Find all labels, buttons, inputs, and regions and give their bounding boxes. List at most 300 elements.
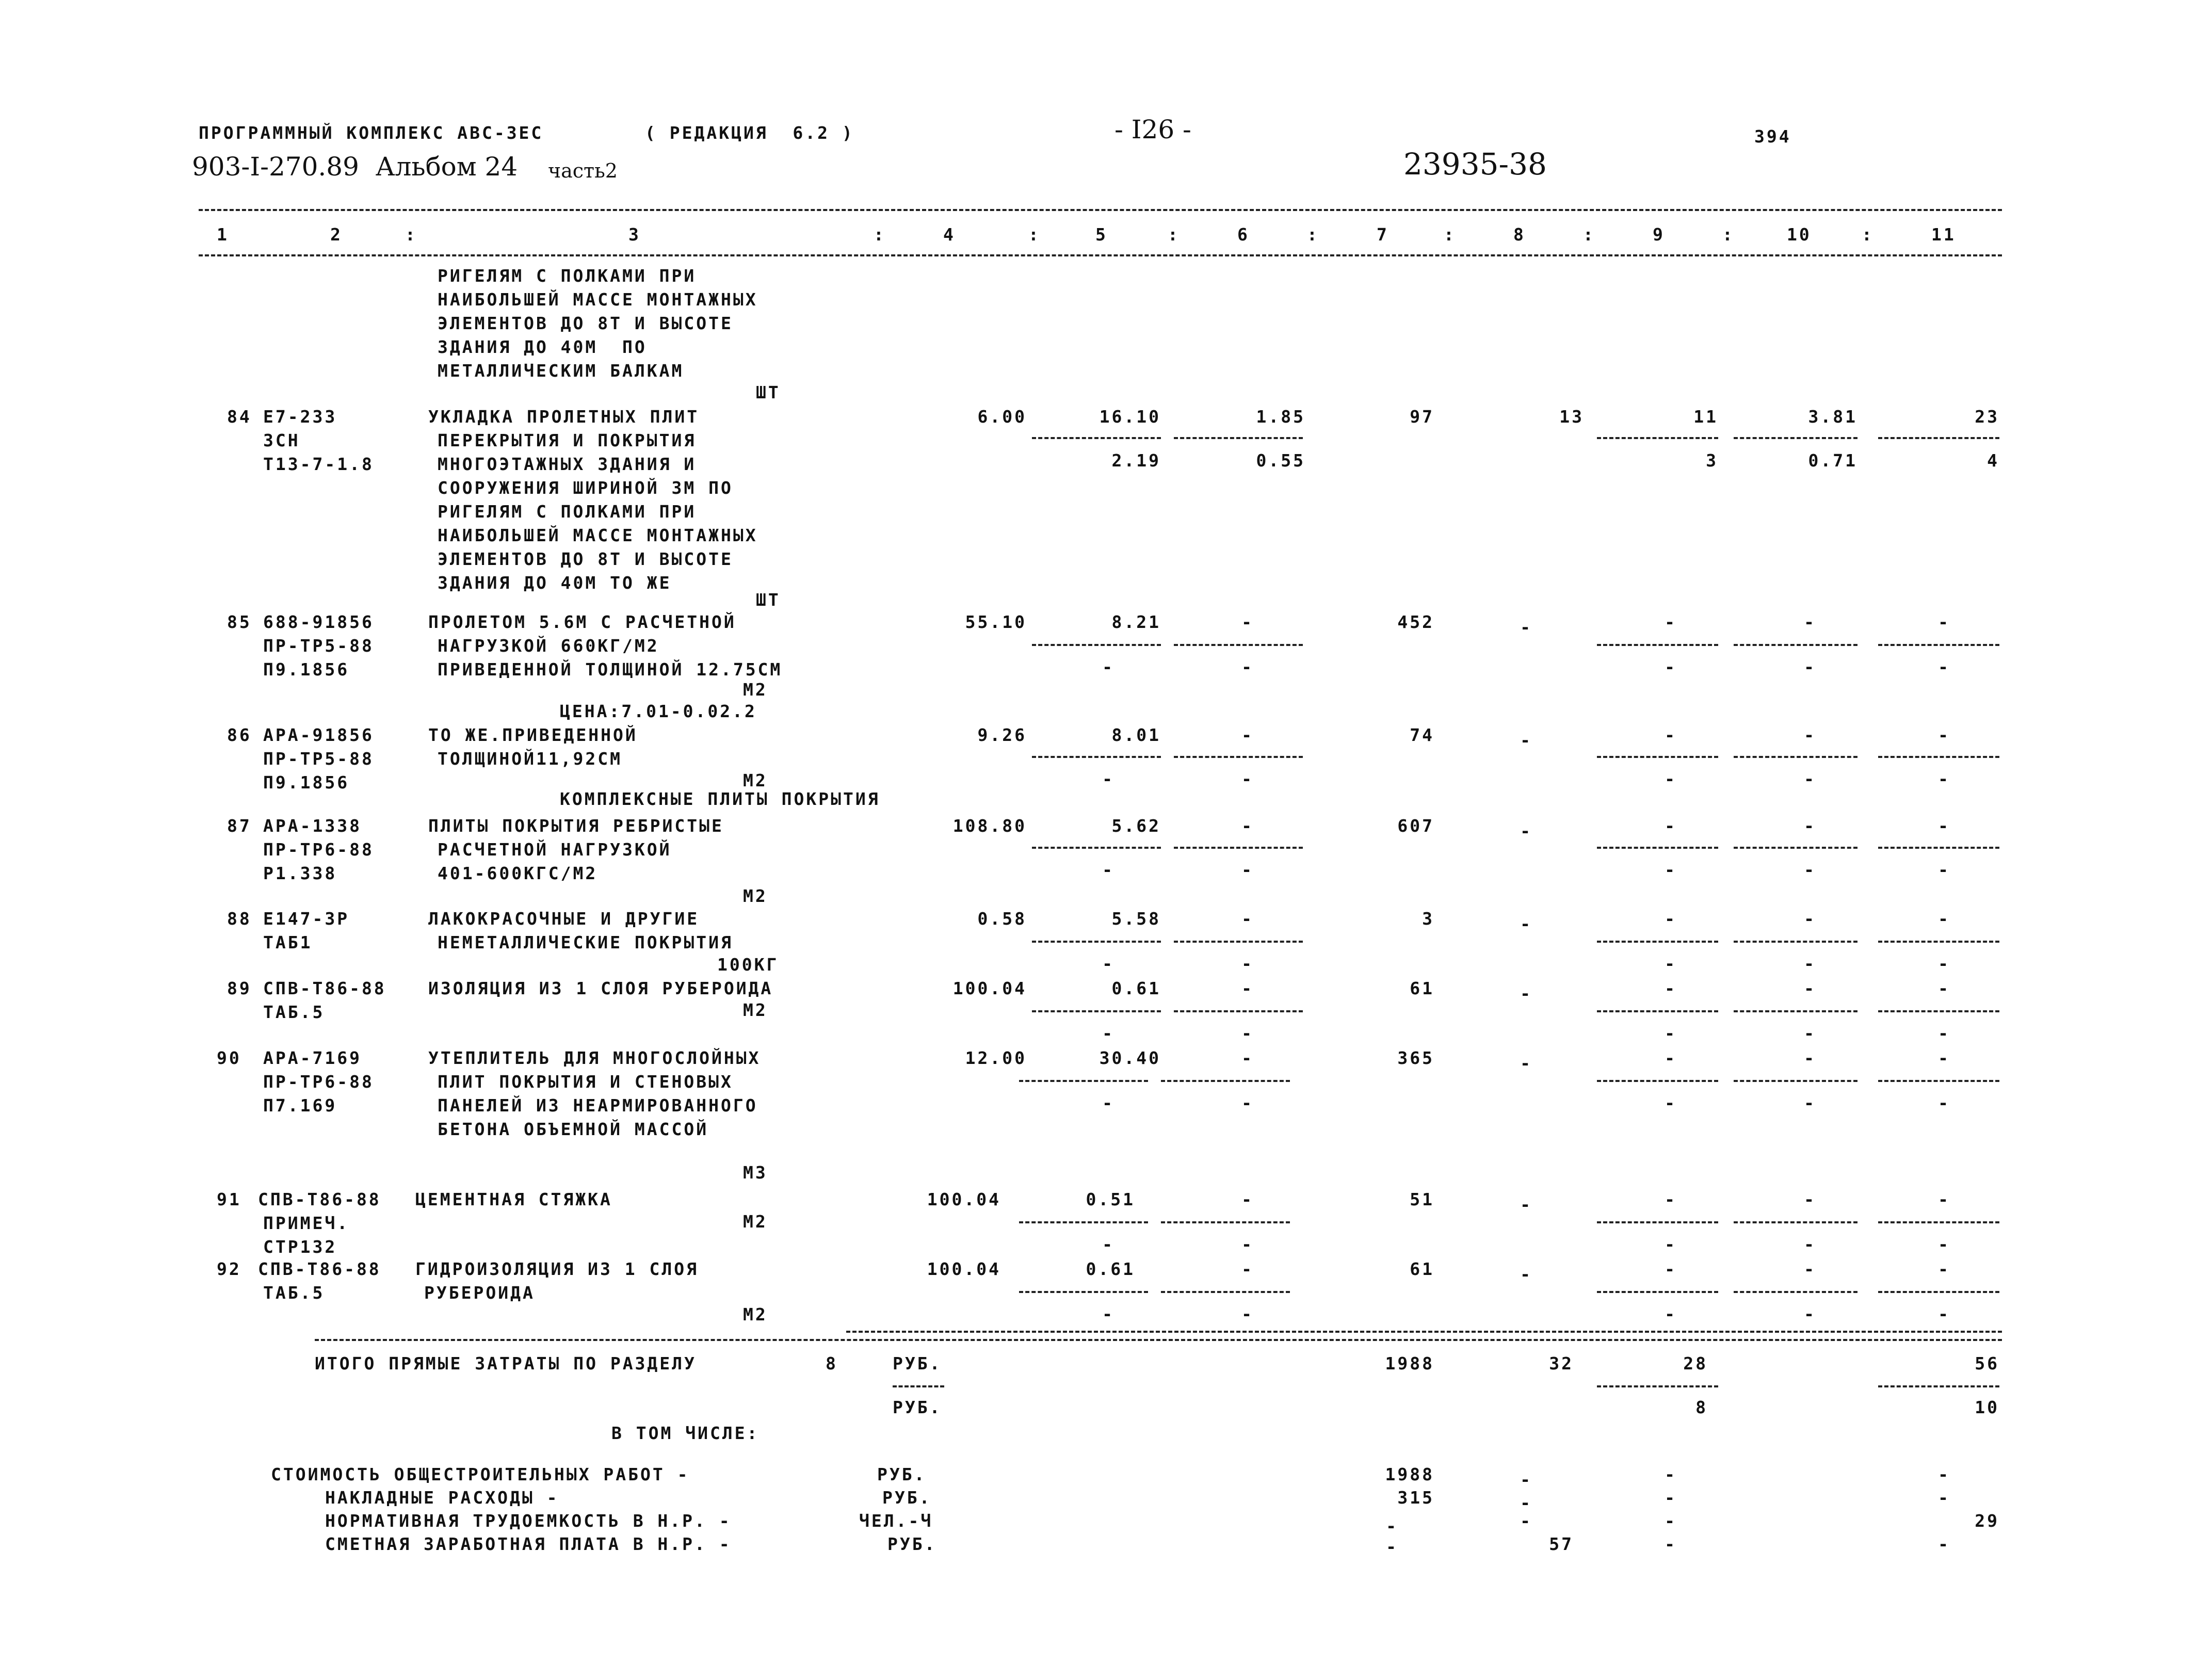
col-3: 3 [628,224,641,245]
unit-cost: 0.51 [1086,1189,1135,1209]
totals-rule [315,1339,2002,1341]
totals-line-unit: РУБ. [877,1464,927,1484]
totals-line-machine: - [1665,1511,1677,1531]
description: НАГРУЗКОЙ 660КГ/М2 [438,636,659,656]
total-cost: 51 [1410,1189,1434,1209]
cell-rule [893,1385,944,1387]
cell-rule [1019,1080,1148,1082]
description: ПЛИТЫ ПОКРЫТИЯ РЕБРИСТЫЕ [428,816,724,836]
totals-line-unit: ЧЕЛ.-Ч [859,1511,933,1531]
resource-code: ПР-ТР6-88 [263,839,374,860]
cell-rule [1597,1080,1718,1082]
col-2: 2 [330,224,343,245]
unit: ШТ [756,590,781,610]
page-number: - I26 - [1114,115,1191,144]
total-wage: - [1520,617,1532,637]
totals-line-labor: - [1938,1488,1950,1508]
machine-hours: - [1804,954,1816,974]
machine-cost: - [1665,725,1677,745]
labor-total: - [1938,909,1950,929]
description: ПАНЕЛЕЙ ИЗ НЕАРМИРОВАННОГО [438,1095,758,1116]
totals-line-unit: РУБ. [887,1534,937,1554]
row-number: 90 [217,1048,241,1068]
unit-cost-machine: - [1102,657,1114,677]
totals-line-unit: РУБ. [882,1488,932,1508]
labor-total: - [1938,725,1950,745]
description: ЭЛЕМЕНТОВ ДО 8Т И ВЫСОТЕ [438,549,733,569]
machine-hours: - [1804,657,1816,677]
wage-cost-machine: - [1241,860,1254,880]
resource-code: СПВ-Т86-88 [263,978,386,998]
machine-wage: 3 [1706,450,1718,471]
quantity: 108.80 [952,816,1027,836]
description: СООРУЖЕНИЯ ШИРИНОЙ 3М ПО [438,478,733,498]
resource-code: ТАБ.5 [263,1002,325,1022]
wage-cost-machine: - [1241,1093,1254,1113]
description: 401-600КГС/М2 [438,863,598,883]
labor-total: 23 [1975,407,1999,427]
cell-rule [1597,847,1718,849]
cell-rule [1032,756,1161,758]
unit: ШТ [756,382,781,402]
machine-wage: - [1665,1304,1677,1324]
col-sep: : [1168,224,1180,245]
unit: М2 [743,1000,768,1020]
col-1: 1 [217,224,229,245]
labor-hours: - [1804,978,1816,998]
totals-line-cost: - [1386,1537,1398,1557]
resource-code: АРА-1338 [263,816,362,836]
unit-cost: 5.62 [1111,816,1161,836]
description: РИГЕЛЯМ С ПОЛКАМИ ПРИ [438,502,697,522]
description: ТО ЖЕ.ПРИВЕДЕННОЙ [428,725,638,745]
unit-cost-machine: - [1102,1023,1114,1043]
row-number: 91 [217,1189,241,1209]
wage-cost-machine: - [1241,954,1254,974]
cell-rule [1032,437,1161,439]
row-number: 86 [227,725,252,745]
description: УКЛАДКА ПРОЛЕТНЫХ ПЛИТ [428,407,700,427]
machine-wage: - [1665,657,1677,677]
machine-hours: - [1804,769,1816,789]
machine-cost: - [1665,1048,1677,1068]
col-sep: : [1307,224,1319,245]
wage-cost: - [1241,612,1254,632]
cell-rule [1734,1221,1857,1223]
unit: М3 [743,1162,768,1183]
description: РАСЧЕТНОЙ НАГРУЗКОЙ [438,839,672,860]
cell-rule [1032,941,1161,943]
totals-unit: РУБ. [893,1353,942,1374]
unit: М2 [743,1211,768,1232]
edition: ( РЕДАКЦИЯ 6.2 ) [645,123,854,143]
wage-cost-machine: - [1241,1304,1254,1324]
unit: М2 [743,680,768,700]
total-cost: 97 [1410,407,1434,427]
cell-rule [1878,437,1999,439]
col-sep: : [405,224,417,245]
quantity: 12.00 [965,1048,1027,1068]
wage-cost-machine: - [1241,657,1254,677]
description: УТЕПЛИТЕЛЬ ДЛЯ МНОГОСЛОЙНЫХ [428,1048,761,1068]
cell-rule [1174,847,1303,849]
quantity: 55.10 [965,612,1027,632]
cell-rule [1174,437,1303,439]
totals-rule-top [846,1331,2002,1333]
cell-rule [1597,941,1718,943]
wage-cost: - [1241,1189,1254,1209]
cell-rule [1878,1291,1999,1293]
total-wage: - [1520,1264,1532,1284]
row-number: 92 [217,1259,241,1279]
labor-hours: - [1804,1048,1816,1068]
wage-cost: 1.85 [1256,407,1305,427]
resource-code: АРА-91856 [263,725,374,745]
quantity: 9.26 [977,725,1027,745]
cell-rule [1734,437,1857,439]
cell-rule [1174,1010,1303,1012]
resource-code: ПР-ТР5-88 [263,749,374,769]
totals-line-label: СТОИМОСТЬ ОБЩЕСТРОИТЕЛЬНЫХ РАБОТ - [271,1464,690,1484]
unit-cost-machine: - [1102,954,1114,974]
totals-line-cost: 315 [1397,1488,1434,1508]
resource-code: СПВ-Т86-88 [258,1259,381,1279]
machine-total: - [1938,1093,1950,1113]
resource-code: П7.169 [263,1095,337,1116]
machine-total: - [1938,1023,1950,1043]
description: ПРИВЕДЕННОЙ ТОЛЩИНОЙ 12.75СМ [438,659,783,680]
unit-cost: 0.61 [1111,978,1161,998]
cell-rule [1878,847,1999,849]
unit-cost: 8.01 [1111,725,1161,745]
machine-hours: - [1804,1234,1816,1254]
col-9: 9 [1653,224,1665,245]
cell-rule [1019,1291,1148,1293]
description: ПРОЛЕТОМ 5.6М С РАСЧЕТНОЙ [428,612,736,632]
total-wage: - [1520,821,1532,841]
wage-cost: - [1241,978,1254,998]
totals-machine: 28 [1683,1353,1708,1374]
cell-rule [1878,1385,1999,1387]
col-sep: : [1028,224,1041,245]
labor-total: - [1938,1189,1950,1209]
wage-cost: - [1241,725,1254,745]
col-10: 10 [1787,224,1812,245]
totals-line-label: СМЕТНАЯ ЗАРАБОТНАЯ ПЛАТА В Н.Р. - [325,1534,732,1554]
cell-rule [1878,1221,1999,1223]
quantity: 100.04 [952,978,1027,998]
document-number: 23935-38 [1403,147,1547,182]
album-title: 903-I-270.89 Альбом 24 [192,152,518,182]
total-cost: 74 [1410,725,1434,745]
cell-rule [1032,847,1161,849]
row-number: 89 [227,978,252,998]
wage-cost-machine: 0.55 [1256,450,1305,471]
resource-code: ПР-ТР5-88 [263,636,374,656]
wage-cost: - [1241,816,1254,836]
totals-line-cost: - [1386,1516,1398,1536]
description: ГИДРОИЗОЛЯЦИЯ ИЗ 1 СЛОЯ [415,1259,699,1279]
labor-total: - [1938,816,1950,836]
total-wage: - [1520,1194,1532,1215]
resource-code: П9.1856 [263,772,350,793]
group-heading: КОМПЛЕКСНЫЕ ПЛИТЫ ПОКРЫТИЯ [560,789,880,809]
machine-cost: - [1665,816,1677,836]
machine-wage: - [1665,1023,1677,1043]
cell-rule [1597,756,1718,758]
total-cost: 61 [1410,1259,1434,1279]
cell-rule [1878,1080,1999,1082]
continued-description: МЕТАЛЛИЧЕСКИМ БАЛКАМ [438,361,684,381]
machine-cost: - [1665,612,1677,632]
description: МНОГОЭТАЖНЫХ ЗДАНИЯ И [438,454,697,474]
unit: М2 [743,886,768,906]
labor-total: - [1938,612,1950,632]
resource-code: Т13-7-1.8 [263,454,374,474]
resource-code: 688-91856 [263,612,374,632]
resource-code: П9.1856 [263,659,350,680]
resource-code: Р1.338 [263,863,337,883]
machine-total: - [1938,860,1950,880]
machine-cost: 11 [1693,407,1718,427]
total-cost: 607 [1397,816,1434,836]
cell-rule [1019,1221,1148,1223]
unit: М2 [743,1304,768,1324]
labor-total: - [1938,1259,1950,1279]
description: ПЛИТ ПОКРЫТИЯ И СТЕНОВЫХ [438,1072,733,1092]
totals-cost: 1988 [1385,1353,1434,1374]
unit-cost: 5.58 [1111,909,1161,929]
description: РУБЕРОИДА [424,1283,535,1303]
machine-wage: - [1665,769,1677,789]
cell-rule [1174,644,1303,646]
labor-total: - [1938,978,1950,998]
continued-description: ЗДАНИЯ ДО 40М ПО [438,337,647,357]
cell-rule [1734,1080,1857,1082]
machine-hours: - [1804,860,1816,880]
cell-rule [1161,1221,1290,1223]
unit-cost: 0.61 [1086,1259,1135,1279]
col-6: 6 [1237,224,1250,245]
cell-rule [1597,1291,1718,1293]
resource-code: ПРИМЕЧ. [263,1213,350,1233]
col-11: 11 [1931,224,1956,245]
unit-cost-machine: - [1102,1304,1114,1324]
resource-code: ТАБ1 [263,932,313,952]
wage-cost-machine: - [1241,1234,1254,1254]
total-wage: - [1520,983,1532,1004]
col-5: 5 [1095,224,1108,245]
unit-cost-machine: - [1102,769,1114,789]
machine-hours: - [1804,1093,1816,1113]
total-wage: 13 [1559,407,1584,427]
unit-cost-machine: - [1102,860,1114,880]
totals-unit: РУБ. [893,1397,942,1417]
col-sep: : [874,224,886,245]
labor-hours: - [1804,909,1816,929]
wage-cost-machine: - [1241,1023,1254,1043]
col-8: 8 [1513,224,1526,245]
unit-cost: 8.21 [1111,612,1161,632]
machine-hours: 0.71 [1808,450,1857,471]
cell-rule [1174,756,1303,758]
unit-cost-machine: - [1102,1093,1114,1113]
machine-hours: - [1804,1023,1816,1043]
resource-code: СТР132 [263,1237,337,1257]
labor-hours: - [1804,1189,1816,1209]
cell-rule [1597,437,1718,439]
cell-rule [1032,1010,1161,1012]
description: ПЕРЕКРЫТИЯ И ПОКРЫТИЯ [438,430,697,450]
totals-labor: 56 [1975,1353,1999,1374]
continued-description: НАИБОЛЬШЕЙ МАССЕ МОНТАЖНЫХ [438,289,758,310]
machine-total: - [1938,657,1950,677]
machine-cost: - [1665,1259,1677,1279]
cell-rule [1878,756,1999,758]
totals-line-labor: 29 [1975,1511,1999,1531]
quantity: 100.04 [927,1259,1001,1279]
resource-code: ТАБ.5 [263,1283,325,1303]
total-wage: - [1520,914,1532,934]
total-cost: 452 [1397,612,1434,632]
totals-line-labor: - [1938,1534,1950,1554]
unit-cost: 30.40 [1099,1048,1161,1068]
totals-line-machine: - [1665,1488,1677,1508]
unit-cost-machine: - [1102,1234,1114,1254]
totals-line-wage: - [1520,1469,1532,1490]
cell-rule [1734,756,1857,758]
cell-rule [1032,644,1161,646]
totals-line-wage: 57 [1549,1534,1574,1554]
totals-line-machine: - [1665,1464,1677,1484]
row-number: 88 [227,909,252,929]
totals-label: ИТОГО ПРЯМЫЕ ЗАТРАТЫ ПО РАЗДЕЛУ [315,1353,697,1374]
machine-wage: - [1665,1093,1677,1113]
row-number: 87 [227,816,252,836]
machine-cost: - [1665,978,1677,998]
total-wage: - [1520,1053,1532,1073]
labor-hours: - [1804,1259,1816,1279]
cell-rule [1161,1291,1290,1293]
totals-machine-labor: 10 [1975,1397,1999,1417]
cell-rule [1174,941,1303,943]
machine-total: - [1938,954,1950,974]
program-name: ПРОГРАММНЫЙ КОМПЛЕКС АВС-3ЕС [199,123,544,143]
cell-rule [1734,1010,1857,1012]
total-cost: 3 [1422,909,1434,929]
cell-rule [1734,644,1857,646]
header-rule-bottom [199,254,2002,256]
description: ИЗОЛЯЦИЯ ИЗ 1 СЛОЯ РУБЕРОИДА [428,978,773,998]
machine-total: - [1938,769,1950,789]
cell-rule [1878,941,1999,943]
cell-rule [1734,1291,1857,1293]
unit-cost: 16.10 [1099,407,1161,427]
unit: 100КГ [717,955,779,975]
row-number: 85 [227,612,252,632]
description: НЕМЕТАЛЛИЧЕСКИЕ ПОКРЫТИЯ [438,932,733,952]
wage-cost: - [1241,909,1254,929]
cell-rule [1597,1010,1718,1012]
resource-code: Е7-233 [263,407,337,427]
totals-line-cost: 1988 [1385,1464,1434,1484]
machine-cost: - [1665,909,1677,929]
machine-wage: - [1665,1234,1677,1254]
totals-line-machine: - [1665,1534,1677,1554]
description: ЗДАНИЯ ДО 40М ТО ЖЕ [438,573,672,593]
labor-hours: - [1804,725,1816,745]
col-sep: : [1583,224,1595,245]
resource-code: 3СН [263,430,300,450]
machine-hours: - [1804,1304,1816,1324]
total-cost: 365 [1397,1048,1434,1068]
quantity: 6.00 [977,407,1027,427]
cell-rule [1597,1385,1718,1387]
labor-hours: 3.81 [1808,407,1857,427]
description: ТОЛЩИНОЙ11,92СМ [438,749,623,769]
col-7: 7 [1377,224,1389,245]
wage-cost: - [1241,1048,1254,1068]
resource-code: СПВ-Т86-88 [258,1189,381,1209]
machine-total: - [1938,1234,1950,1254]
description: ЛАКОКРАСОЧНЫЕ И ДРУГИЕ [428,909,700,929]
resource-code: Е147-3Р [263,909,350,929]
header-rule-top [199,209,2002,211]
col-sep: : [1862,224,1874,245]
cell-rule [1878,644,1999,646]
totals-line-wage: - [1520,1493,1532,1513]
machine-total: 4 [1987,450,1999,471]
wage-cost-machine: - [1241,769,1254,789]
cell-rule [1597,644,1718,646]
cell-rule [1734,847,1857,849]
including-heading: В ТОМ ЧИСЛЕ: [611,1423,760,1443]
labor-hours: - [1804,816,1816,836]
machine-cost: - [1665,1189,1677,1209]
col-sep: : [1722,224,1735,245]
unit: М2 [743,770,768,790]
description: ЦЕМЕНТНАЯ СТЯЖКА [415,1189,612,1209]
album-part: часть2 [548,159,618,182]
cell-rule [1734,941,1857,943]
col-sep: : [1444,224,1456,245]
totals-machine-wage: 8 [1695,1397,1708,1417]
totals-line-labor: - [1938,1464,1950,1484]
quantity: 0.58 [977,909,1027,929]
totals-section: 8 [826,1353,838,1374]
price-note: ЦЕНА:7.01-0.02.2 [560,701,757,721]
machine-wage: - [1665,954,1677,974]
cell-rule [1878,1010,1999,1012]
machine-total: - [1938,1304,1950,1324]
total-cost: 61 [1410,978,1434,998]
description: НАИБОЛЬШЕЙ МАССЕ МОНТАЖНЫХ [438,525,758,545]
resource-code: АРА-7169 [263,1048,362,1068]
totals-line-wage: - [1520,1511,1532,1531]
cell-rule [1597,1221,1718,1223]
totals-line-label: НАКЛАДНЫЕ РАСХОДЫ - [325,1488,559,1508]
wage-cost: - [1241,1259,1254,1279]
continued-description: ЭЛЕМЕНТОВ ДО 8Т И ВЫСОТЕ [438,313,733,333]
continued-description: РИГЕЛЯМ С ПОЛКАМИ ПРИ [438,266,697,286]
cell-rule [1161,1080,1290,1082]
description: БЕТОНА ОБЪЕМНОЙ МАССОЙ [438,1119,709,1139]
machine-wage: - [1665,860,1677,880]
unit-cost-machine: 2.19 [1111,450,1161,471]
totals-wage: 32 [1549,1353,1574,1374]
totals-line-label: НОРМАТИВНАЯ ТРУДОЕМКОСТЬ В Н.Р. - [325,1511,732,1531]
col-4: 4 [943,224,956,245]
